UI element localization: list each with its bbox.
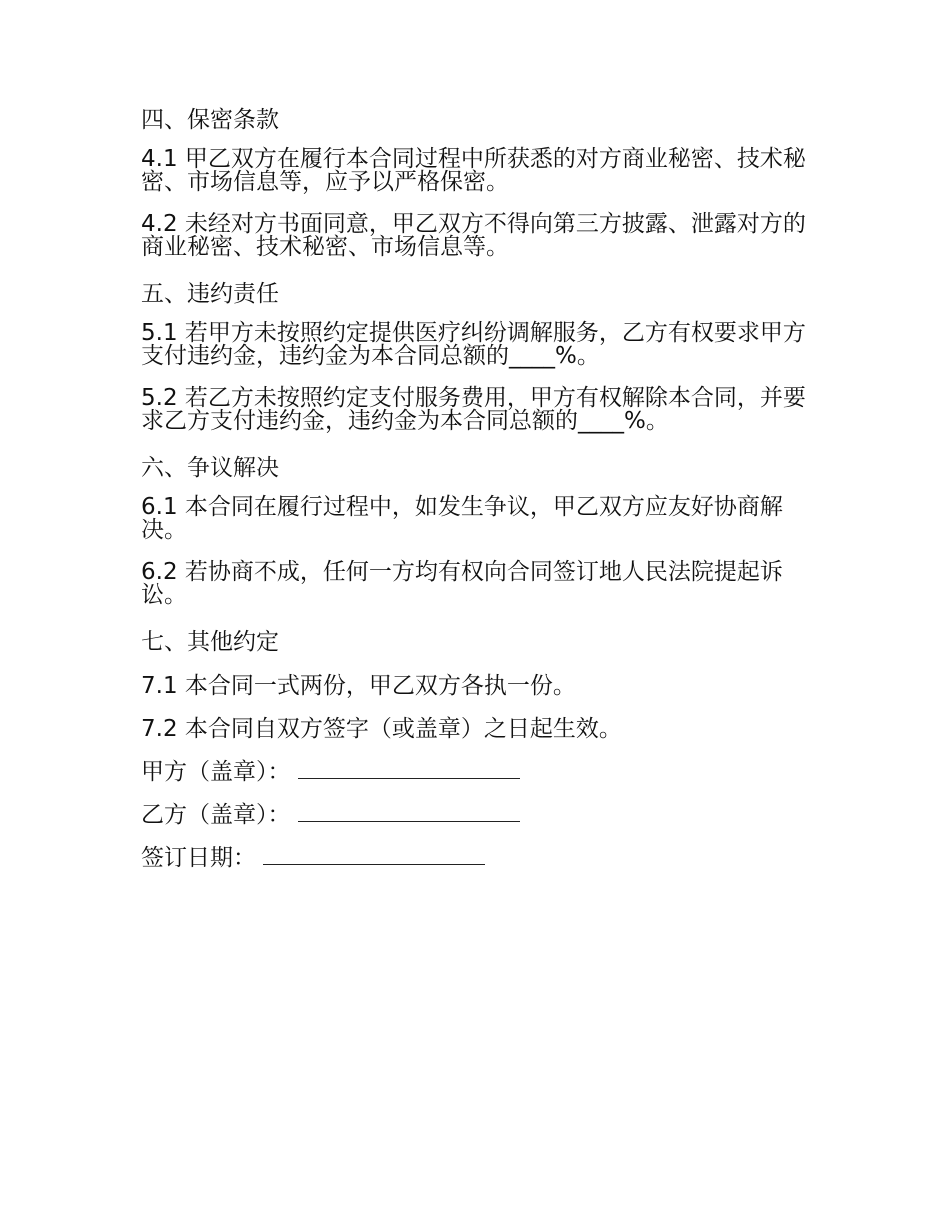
clause-4-1: 4.1 甲乙双方在履行本合同过程中所获悉的对方商业秘密、技术秘密、市场信息等，应予以严格保密。 (141, 146, 806, 195)
clause-5-1: 5.1 若甲方未按照约定提供医疗纠纷调解服务，乙方有权要求甲方支付违约金，违约金为本合同总额的____%。 (141, 320, 806, 369)
section-5-heading: 五、违约责任 (141, 281, 279, 307)
clause-7-1: 7.1 本合同一式两份，甲乙双方各执一份。 (141, 673, 576, 699)
party-a-signature-line (298, 756, 520, 779)
party-a-signature-row (141, 756, 807, 788)
clause-4-2: 4.2 未经对方书面同意，甲乙双方不得向第三方披露、泄露对方的商业秘密、技术秘密、市场信息等。 (141, 211, 806, 260)
party-a-signature-label: 甲方（盖章）： (141, 759, 291, 785)
signing-date-row (141, 842, 807, 874)
section-6-heading: 六、争议解决 (141, 455, 279, 481)
clause-5-2: 5.2 若乙方未按照约定支付服务费用，甲方有权解除本合同，并要求乙方支付违约金，违约金为本合同总额的____%。 (141, 385, 806, 434)
party-b-signature-row (141, 799, 807, 831)
clause-6-1: 6.1 本合同在履行过程中，如发生争议，甲乙双方应友好协商解决。 (141, 494, 783, 543)
clause-7-2: 7.2 本合同自双方签字（或盖章）之日起生效。 (141, 716, 622, 742)
party-b-signature-label: 乙方（盖章）： (141, 802, 291, 828)
signing-date-label: 签订日期： (141, 845, 256, 871)
party-b-signature-line (298, 799, 520, 822)
signing-date-line (263, 842, 485, 865)
clause-6-2: 6.2 若协商不成，任何一方均有权向合同签订地人民法院提起诉讼。 (141, 559, 783, 608)
section-4-heading: 四、保密条款 (141, 107, 279, 133)
section-7-heading: 七、其他约定 (141, 629, 279, 655)
